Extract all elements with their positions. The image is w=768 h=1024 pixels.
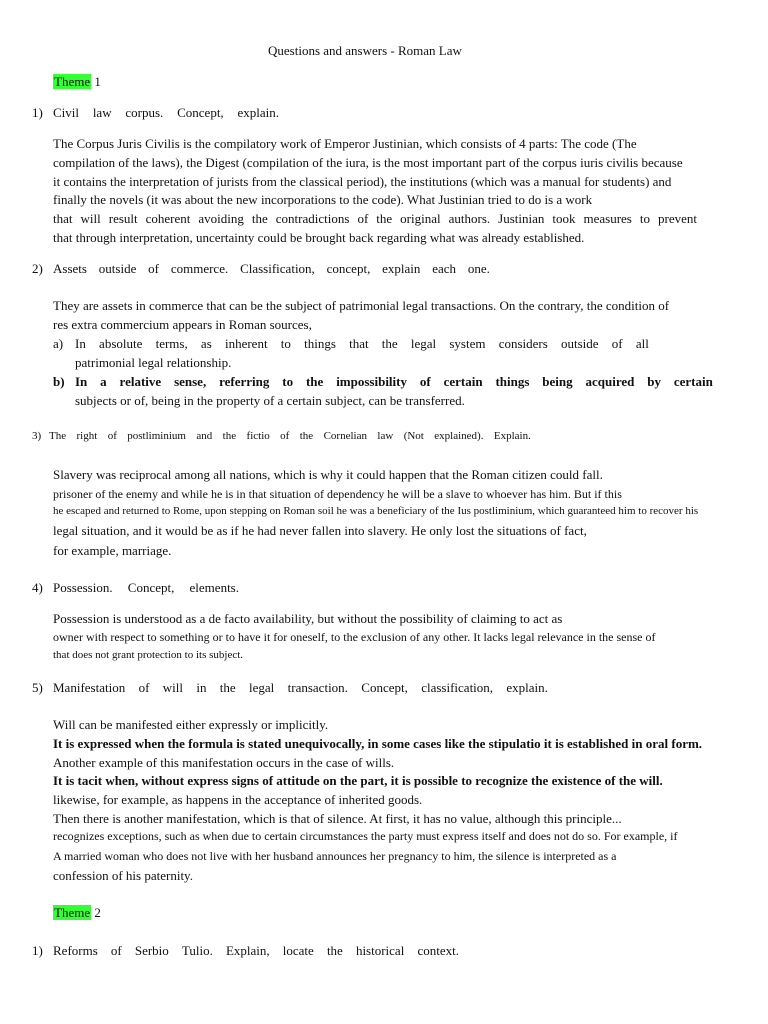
answer-line: Then there is another manifestation, which is that of silence. At first, it has no value, although this principle...: [53, 811, 622, 826]
word: certain: [673, 374, 713, 389]
word: legal: [249, 680, 275, 695]
list-item: [75, 375, 713, 388]
question-number: 4): [32, 580, 43, 595]
theme-highlight: Theme: [54, 74, 91, 89]
word: Concept,: [177, 105, 224, 120]
word: acquired: [585, 374, 635, 389]
word: law: [92, 105, 112, 120]
word: Cornelian: [323, 430, 367, 442]
word: Assets: [53, 261, 87, 276]
answer-line: Possession is understood as a de facto availability, but without the possibility of claiming to act as: [53, 611, 563, 626]
word: Manifestation: [53, 680, 126, 695]
answer-line: finally the novels (it was about the new incorporations to the code). What Justinian tried to do is a work: [53, 192, 593, 207]
word: Civil: [53, 105, 80, 120]
word: Explain.: [493, 430, 531, 442]
theme-number: 1: [91, 74, 101, 89]
word: of: [419, 374, 431, 389]
word: all: [635, 336, 649, 351]
word: certain: [443, 374, 483, 389]
word: the: [299, 430, 314, 442]
answer-line: Will can be manifested either expressly or implicitly.: [53, 717, 329, 732]
word: will: [80, 211, 101, 226]
word: law: [377, 430, 394, 442]
answer-line: prisoner of the enemy and while he is in that situation of dependency he will be a slave to whoever has him. But if this: [53, 487, 622, 501]
word: coherent: [145, 211, 191, 226]
list-label: b): [53, 374, 65, 389]
answer-line: for example, marriage.: [53, 543, 172, 558]
question-number: 3): [32, 430, 42, 442]
word: In: [75, 374, 88, 389]
word: that: [349, 336, 369, 351]
list-item: [75, 337, 649, 350]
word: prevent: [658, 211, 697, 226]
word: of: [107, 430, 117, 442]
word: Tulio.: [181, 943, 213, 958]
word: legal: [410, 336, 437, 351]
word: each: [432, 261, 457, 276]
word: right: [76, 430, 98, 442]
word: referring: [219, 374, 270, 389]
word: explain.: [237, 105, 279, 120]
word: that: [53, 211, 73, 226]
word: the: [222, 430, 237, 442]
word: commerce.: [170, 261, 229, 276]
word: to: [280, 336, 291, 351]
word: as: [200, 336, 212, 351]
answer-line: that through interpretation, uncertainty could be brought back regarding what was already established.: [53, 230, 585, 245]
word: a: [100, 374, 107, 389]
word: inherent: [224, 336, 268, 351]
answer-line: [53, 212, 697, 225]
word: transaction.: [287, 680, 348, 695]
word: of: [280, 430, 290, 442]
word: the: [251, 211, 268, 226]
word: the: [305, 374, 324, 389]
word: by: [647, 374, 661, 389]
word: the: [219, 680, 236, 695]
word: in: [196, 680, 207, 695]
word: context.: [417, 943, 459, 958]
word: terms,: [155, 336, 188, 351]
word: In: [75, 336, 86, 351]
word: of: [357, 211, 369, 226]
word: Reforms: [53, 943, 98, 958]
answer-line: owner with respect to something or to have it for oneself, to the exclusion of any other. It lacks legal relevance in the sense of: [53, 630, 656, 644]
word: relative: [119, 374, 162, 389]
theme-number: 2: [91, 905, 101, 920]
word: outside: [561, 336, 599, 351]
word: the: [381, 336, 398, 351]
word: of: [611, 336, 623, 351]
word: Concept,: [127, 580, 175, 595]
word: measures: [583, 211, 632, 226]
answer-line: that does not grant protection to its subject.: [53, 649, 244, 661]
word: Explain,: [225, 943, 270, 958]
question-text: [53, 262, 490, 275]
answer-line: recognizes exceptions, such as when due to certain circumstances the party must express itself and does not do so. For example, if: [53, 829, 678, 843]
question-number: 5): [32, 680, 43, 695]
word: avoiding: [198, 211, 244, 226]
word: things: [304, 336, 336, 351]
list-item-cont: subjects or of, being in the property of a certain subject, can be transferred.: [75, 393, 465, 408]
word: historical: [355, 943, 405, 958]
word: of: [148, 261, 160, 276]
word: outside: [98, 261, 137, 276]
list-label: a): [53, 336, 64, 351]
word: contradictions: [275, 211, 350, 226]
word: absolute: [99, 336, 143, 351]
question-number: 2): [32, 261, 43, 276]
word: Concept,: [361, 680, 408, 695]
word: considers: [498, 336, 548, 351]
word: locate: [282, 943, 314, 958]
word: postliminium: [127, 430, 186, 442]
theme-heading: [53, 75, 101, 88]
answer-line: It is tacit when, without express signs of attitude on the part, it is possible to recognize the existence of the will.: [53, 773, 663, 788]
word: sense,: [174, 374, 207, 389]
document-title: Questions and answers - Roman Law: [268, 43, 462, 58]
word: explain: [382, 261, 421, 276]
answer-line: Another example of this manifestation occurs in the case of wills.: [53, 755, 395, 770]
word: classification,: [421, 680, 494, 695]
word: The: [49, 430, 67, 442]
answer-line: It is expressed when the formula is stated unequivocally, in some cases like the stipulatio it is established in oral form.: [53, 736, 703, 751]
word: original: [400, 211, 441, 226]
answer-line: A married woman who does not live with her husband announces her pregnancy to him, the silence is interpreted as a: [53, 849, 617, 863]
word: to: [282, 374, 294, 389]
question-text: [53, 581, 239, 594]
theme-heading: [53, 906, 101, 919]
word: system: [449, 336, 486, 351]
question-number: 1): [32, 105, 43, 120]
word: Classification,: [240, 261, 315, 276]
question-number: 1): [32, 943, 43, 958]
answer-line: res extra commercium appears in Roman sources,: [53, 317, 312, 332]
word: impossibility: [336, 374, 407, 389]
word: will: [162, 680, 183, 695]
theme-highlight: Theme: [54, 905, 91, 920]
word: (Not: [403, 430, 424, 442]
word: corpus.: [125, 105, 164, 120]
question-text: [49, 431, 531, 442]
word: explained).: [434, 430, 484, 442]
answer-line: legal situation, and it would be as if he had never fallen into slavery. He only lost the situations of fact,: [53, 523, 587, 538]
word: Serbio: [134, 943, 169, 958]
answer-line: Slavery was reciprocal among all nations, which is why it could happen that the Roman citizen could fall.: [53, 467, 603, 482]
word: to: [639, 211, 650, 226]
list-item-cont: patrimonial legal relationship.: [75, 355, 232, 370]
word: fictio: [246, 430, 270, 442]
answer-line: They are assets in commerce that can be the subject of patrimonial legal transactions. On the contrary, the condition of: [53, 298, 670, 313]
answer-line: confession of his paternity.: [53, 868, 193, 883]
question-text: [53, 681, 548, 694]
word: of: [110, 943, 122, 958]
question-text: [53, 944, 459, 957]
word: things: [495, 374, 530, 389]
word: Possession.: [53, 580, 113, 595]
word: the: [376, 211, 393, 226]
word: one.: [467, 261, 490, 276]
answer-line: he escaped and returned to Rome, upon stepping on Roman soil he was a beneficiary of the Ius postliminium, which guaranteed him to recover his: [53, 505, 699, 517]
answer-line: compilation of the laws), the Digest (compilation of the iura, is the most important part of the corpus iuris civilis because: [53, 155, 683, 170]
word: and: [196, 430, 213, 442]
word: authors.: [448, 211, 491, 226]
answer-line: it contains the interpretation of jurists from the classical period), the institutions (which was a manual for students) and: [53, 174, 672, 189]
word: Justinian: [498, 211, 545, 226]
word: explain.: [506, 680, 548, 695]
word: elements.: [189, 580, 239, 595]
word: concept,: [326, 261, 371, 276]
answer-line: The Corpus Juris Civilis is the compilatory work of Emperor Justinian, which consists of 4 parts: The code (The: [53, 136, 637, 151]
word: the: [326, 943, 343, 958]
question-text: [53, 106, 279, 119]
word: result: [108, 211, 138, 226]
word: being: [542, 374, 573, 389]
word: of: [138, 680, 150, 695]
answer-line: likewise, for example, as happens in the acceptance of inherited goods.: [53, 792, 423, 807]
word: took: [552, 211, 576, 226]
